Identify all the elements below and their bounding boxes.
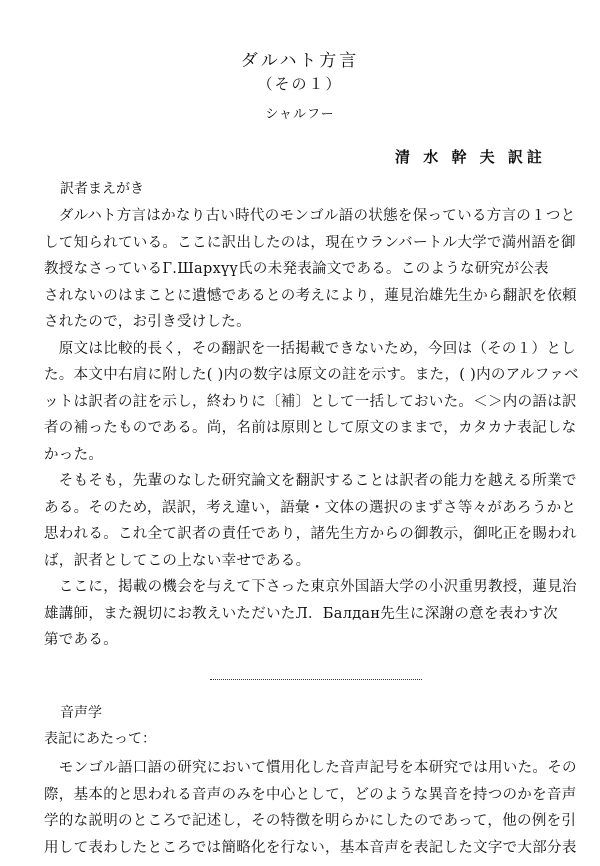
section-divider (210, 679, 422, 680)
phonetics-line: 際，基本的と思われる音声のみを中心として，どのような異音を持つのかを音声 (44, 786, 577, 803)
phonetics-subheading: 表記にあたって： (44, 731, 156, 747)
translator-credit: 清 水 幹 夫 訳註 (395, 148, 546, 166)
preface-line: ある。そのため，誤訳，考え違い，語彙・文体の選択のまずさ等々があろうかと (44, 499, 577, 516)
preface-line: して知られている。ここに訳出したのは，現在ウランバートル大学で満州語を御 (44, 234, 576, 251)
preface-line: ここに，掲載の機会を与えて下さった東京外国語大学の小沢重男教授，蓮見治 (44, 579, 577, 595)
author-name: シャルフー (265, 107, 335, 122)
preface-line: た。本文中右肩に附した( )内の数字は原文の註を示す。また，( )内のアルファベ (44, 367, 579, 383)
phonetics-body (44, 755, 584, 861)
phonetics-line: 用して表わしたところでは簡略化を行ない，基本音声を表記した文字で大部分表 (44, 839, 577, 856)
preface-line: 原文は比較的長く，その翻訳を一括掲載できないため，今回は（その１）とし (44, 340, 576, 357)
article-subtitle: （その１） (257, 75, 343, 93)
preface-line: 思われる。これ全て訳者の責任であり，諸先生方からの御教示，御叱正を賜われ (44, 526, 577, 542)
preface-line: かった。 (44, 446, 104, 463)
phonetics-heading: 音声学 (60, 705, 102, 721)
preface-line: されたので，お引き受けした。 (44, 314, 251, 330)
preface-line: ダルハト方言はかなり古い時代のモンゴル語の状態を保っている方言の１つと (44, 208, 576, 224)
preface-line: 者の補ったものである。尚，名前は原則として原文のままで，カタカナ表記しな (44, 420, 577, 436)
preface-line: されないのはまことに遺憾であるとの考えにより，蓮見治雄先生から翻訳を依頼 (44, 287, 577, 304)
phonetics-line: モンゴル語口語の研究において慣用化した音声記号を本研究では用いた。その (44, 760, 577, 776)
preface-line: 第である。 (44, 632, 118, 648)
preface-line: ば，訳者としてこの上ない幸せである。 (44, 552, 311, 569)
preface-line: 雄講師，また親切にお教えいただいたЛ．Балдан先生に深謝の意を表わす次 (44, 605, 558, 622)
preface-line: ットは訳者の註を示し，終わりに〔補〕として一括しておいた。＜＞内の語は訳 (44, 393, 577, 410)
preface-line: そもそも，先輩のなした研究論文を翻訳することは訳者の能力を越える所業で (44, 473, 577, 489)
article-title: ダルハト方言 (240, 51, 360, 71)
preface-heading: 訳者まえがき (60, 181, 144, 197)
preface-line: 教授なさっているГ.Шархүү氏の未発表論文である。このような研究が公表 (44, 261, 549, 277)
phonetics-line: 学的な説明のところで記述し，その特徴を明らかにしたのであって，他の例を引 (44, 813, 577, 829)
preface-body (44, 203, 584, 654)
